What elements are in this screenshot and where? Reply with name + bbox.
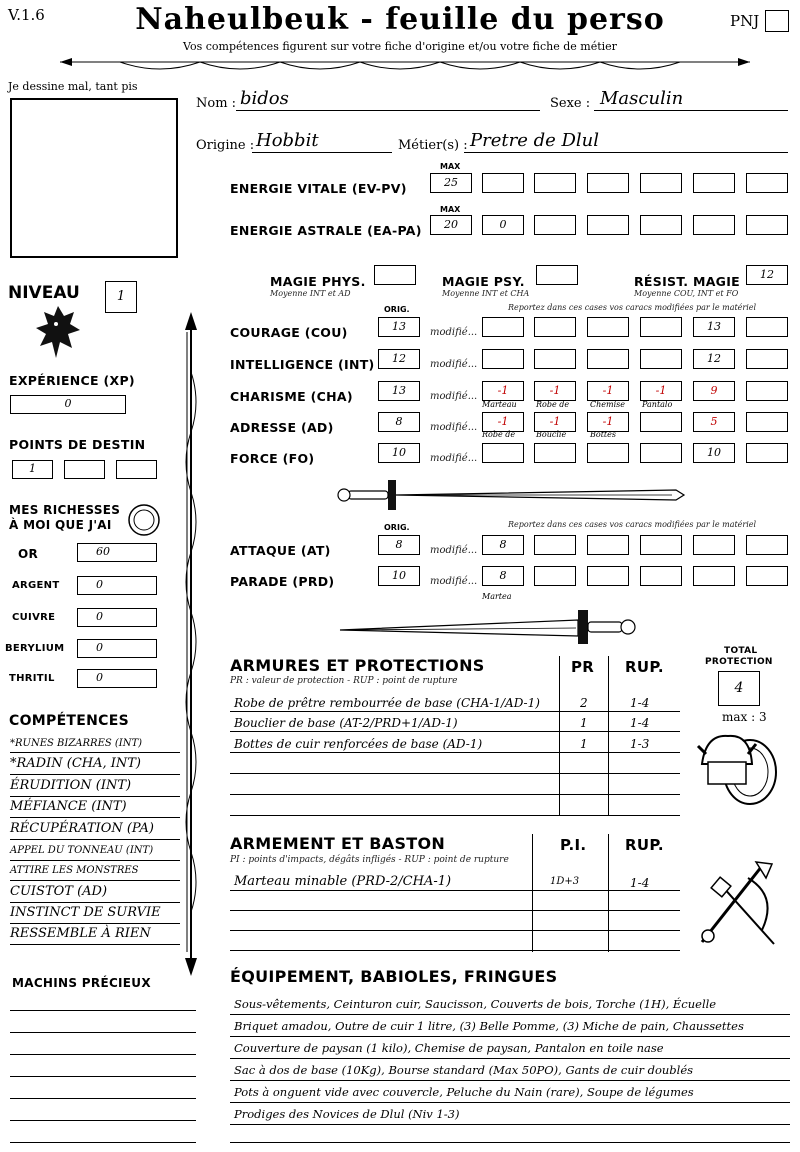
sexe-field[interactable]: Masculin: [600, 88, 684, 109]
ev-label: ENERGIE VITALE (EV-PV): [230, 181, 407, 196]
orig-label: ORIG.: [384, 305, 410, 314]
stat-mod-cha-6[interactable]: [746, 381, 788, 401]
stat-mod-ad-1[interactable]: -1: [482, 412, 524, 432]
pnj-checkbox[interactable]: [765, 10, 789, 32]
machins-title: MACHINS PRÉCIEUX: [12, 976, 151, 990]
stat-mod-cou-5[interactable]: 13: [693, 317, 735, 337]
combat-sub-prd: Martea: [482, 592, 512, 601]
stat-sub-cha-3: Chemise: [590, 400, 625, 409]
stat-mod-ad-4[interactable]: [640, 412, 682, 432]
stat-label-fo: FORCE (FO): [230, 451, 315, 466]
or-label: OR: [18, 547, 39, 561]
stat-sub-ad-3: Bottes: [590, 430, 616, 439]
stat-mod-cha-2[interactable]: -1: [534, 381, 576, 401]
sword-divider-icon: [338, 606, 638, 646]
modifie-label: modifié...: [430, 359, 478, 370]
berylium-field[interactable]: [77, 639, 157, 658]
destin-field-1[interactable]: [12, 460, 53, 479]
niveau-value: 1: [116, 289, 126, 304]
weapon-row-pi[interactable]: 1D+3: [550, 876, 580, 887]
modifie-label: modifié...: [430, 545, 478, 556]
stat-sub-cha-2: Robe de: [536, 400, 570, 409]
stat-label-cha: CHARISME (CHA): [230, 389, 353, 404]
resist-magie-field[interactable]: 12: [746, 265, 788, 285]
equipment-row[interactable]: Sac à dos de base (10Kg), Bourse standard (Max 50PO), Gants de cuir doublés: [234, 1063, 694, 1077]
machins-line[interactable]: [10, 1010, 196, 1011]
skill-item: RÉCUPÉRATION (PA): [10, 821, 154, 836]
combat-mod-prd-3[interactable]: [587, 566, 629, 586]
or-field[interactable]: [77, 543, 157, 562]
stat-sub-ad-1: Robe de: [482, 430, 516, 439]
stat-orig-fo[interactable]: 10: [378, 443, 420, 463]
total-protection-value: 4: [734, 680, 744, 696]
competences-title: COMPÉTENCES: [9, 713, 129, 729]
cuivre-label: CUIVRE: [12, 612, 56, 623]
equipment-line: [230, 1014, 790, 1015]
weapon-row-name[interactable]: Marteau minable (PRD-2/CHA-1): [234, 874, 452, 889]
skill-item: ATTIRE LES MONSTRES: [10, 865, 139, 876]
origine-label: Origine :: [196, 138, 255, 153]
stat-mod-fo-5[interactable]: 10: [693, 443, 735, 463]
armor-row-line: [230, 711, 680, 712]
armures-vline-2: [608, 656, 609, 816]
machins-line[interactable]: [10, 1054, 196, 1055]
niveau-field[interactable]: [105, 281, 137, 313]
total-protection-field[interactable]: [718, 671, 760, 706]
stat-orig-cha[interactable]: 13: [378, 381, 420, 401]
metier-underline: [464, 152, 788, 153]
argent-field[interactable]: [77, 576, 157, 595]
magie-psy-field[interactable]: [536, 265, 578, 285]
skill-item: RESSEMBLE À RIEN: [10, 926, 151, 941]
skill-underline: [10, 817, 180, 818]
stat-mod-cha-1[interactable]: -1: [482, 381, 524, 401]
combat-mod-prd-1[interactable]: 8: [482, 566, 524, 586]
armor-row-line: [230, 752, 680, 753]
combat-mod-at-5[interactable]: [693, 535, 735, 555]
portrait-caption: Je dessine mal, tant pis: [8, 80, 138, 93]
weapon-row-rup[interactable]: 1-4: [630, 876, 650, 890]
combat-mod-at-2[interactable]: [534, 535, 576, 555]
armor-row-pr[interactable]: 2: [580, 696, 588, 710]
or-value: 60: [96, 545, 110, 558]
richesses-label-2: À MOI QUE J'AI: [9, 518, 112, 532]
modifie-label: modifié...: [430, 391, 478, 402]
armement-col-pi: P.I.: [560, 836, 587, 854]
equipment-row[interactable]: Sous-vêtements, Ceinturon cuir, Saucisson, Couverts de bois, Torche (1H), Écuelle: [234, 997, 717, 1011]
combat-orig-label: ORIG.: [384, 523, 410, 532]
skill-item: *RADIN (CHA, INT): [10, 756, 142, 771]
ev-cell-5[interactable]: [693, 173, 735, 193]
skill-item: MÉFIANCE (INT): [10, 799, 127, 814]
stat-mod-fo-1[interactable]: [482, 443, 524, 463]
magie-phys-label: MAGIE PHYS.: [270, 274, 366, 289]
ev-cell-2[interactable]: [534, 173, 576, 193]
thritil-value: 0: [96, 671, 103, 684]
stat-mod-ad-6[interactable]: [746, 412, 788, 432]
armement-sub: PI : points d'impacts, dégâts infligés - RUP : point de rupture: [230, 855, 509, 865]
combat-orig-at[interactable]: 8: [378, 535, 420, 555]
armor-row-line: [230, 731, 680, 732]
equipement-title: ÉQUIPEMENT, BABIOLES, FRINGUES: [230, 967, 558, 986]
stat-mod-cha-5[interactable]: 9: [693, 381, 735, 401]
skill-item: ÉRUDITION (INT): [10, 778, 132, 793]
machins-line[interactable]: [10, 1098, 196, 1099]
combat-mod-prd-2[interactable]: [534, 566, 576, 586]
armor-row-line[interactable]: [230, 773, 680, 774]
destin-field-2[interactable]: [64, 460, 105, 479]
modifie-label: modifié...: [430, 576, 478, 587]
destin-value-1: 1: [29, 462, 36, 475]
metier-field[interactable]: Pretre de Dlul: [470, 130, 600, 151]
ev-cell-6[interactable]: [746, 173, 788, 193]
equipment-line: [230, 1102, 790, 1103]
ea-cell-6[interactable]: [746, 215, 788, 235]
ea-cell-5[interactable]: [693, 215, 735, 235]
origine-field[interactable]: Hobbit: [256, 130, 319, 151]
stat-label-cou: COURAGE (COU): [230, 325, 348, 340]
weapon-row-line[interactable]: [230, 930, 680, 931]
armor-row-rup[interactable]: 1-3: [630, 737, 650, 751]
ev-cell-4[interactable]: [640, 173, 682, 193]
stat-mod-cha-4[interactable]: -1: [640, 381, 682, 401]
total-protection-label-1: TOTAL: [724, 646, 758, 656]
combat-mod-prd-4[interactable]: [640, 566, 682, 586]
equipment-row[interactable]: Couverture de paysan (1 kilo), Chemise de paysan, Pantalon en toile nase: [234, 1041, 664, 1055]
skill-item: APPEL DU TONNEAU (INT): [10, 845, 154, 856]
armures-title: ARMURES ET PROTECTIONS: [230, 656, 485, 675]
armement-title: ARMEMENT ET BASTON: [230, 834, 446, 853]
origine-underline: [252, 152, 392, 153]
ev-cell-1[interactable]: [482, 173, 524, 193]
sexe-label: Sexe :: [550, 96, 591, 111]
stat-mod-cou-2[interactable]: [534, 317, 576, 337]
xp-field[interactable]: [10, 395, 126, 414]
combat-label-prd: PARADE (PRD): [230, 574, 335, 589]
skill-item: CUISTOT (AD): [10, 884, 108, 899]
sheet-title: Naheulbeuk - feuille du perso: [135, 2, 665, 37]
stat-label-ad: ADRESSE (AD): [230, 420, 334, 435]
skill-item: *RUNES BIZARRES (INT): [10, 738, 143, 749]
portrait-frame[interactable]: [10, 98, 178, 258]
nom-field[interactable]: bidos: [240, 88, 289, 109]
modifie-label: modifié...: [430, 453, 478, 464]
weapon-row-line[interactable]: [230, 910, 680, 911]
magie-psy-sub: Moyenne INT et CHA: [442, 289, 530, 298]
berylium-label: BERYLIUM: [5, 643, 65, 654]
armement-col-rup: RUP.: [625, 836, 664, 854]
berylium-value: 0: [96, 641, 103, 654]
armures-col-pr: PR: [571, 658, 595, 676]
armor-row-name[interactable]: Robe de prêtre rembourrée de base (CHA-1/AD-1): [234, 696, 540, 710]
armures-sub: PR : valeur de protection - RUP : point de rupture: [230, 676, 458, 686]
ea-cell-4[interactable]: [640, 215, 682, 235]
argent-label: ARGENT: [12, 580, 60, 591]
dragon-icon: [34, 302, 82, 362]
sheet-subtitle: Vos compétences figurent sur votre fiche d'origine et/ou votre fiche de métier: [183, 40, 617, 53]
stat-mod-fo-6[interactable]: [746, 443, 788, 463]
cuivre-field[interactable]: [77, 608, 157, 627]
stat-mod-fo-4[interactable]: [640, 443, 682, 463]
stat-mod-int-1[interactable]: [482, 349, 524, 369]
armement-vline-1: [532, 834, 533, 952]
coin-icon: [126, 502, 162, 538]
stat-mod-fo-3[interactable]: [587, 443, 629, 463]
sword-divider-icon: [336, 478, 686, 512]
staff-illustration: [176, 312, 206, 976]
combat-note: Reportez dans ces cases vos caracs modifiées par le matériel: [508, 520, 757, 529]
thritil-field[interactable]: [77, 669, 157, 688]
machins-line[interactable]: [10, 1076, 196, 1077]
thritil-label: THRITIL: [9, 673, 55, 684]
ea-cell-2[interactable]: [534, 215, 576, 235]
skill-underline: [10, 944, 180, 945]
combat-mod-at-3[interactable]: [587, 535, 629, 555]
niveau-label: NIVEAU: [8, 283, 80, 303]
stat-orig-ad[interactable]: 8: [378, 412, 420, 432]
nom-underline: [236, 110, 540, 111]
stat-label-int: INTELLIGENCE (INT): [230, 357, 375, 372]
skill-underline: [10, 902, 180, 903]
weapon-row-line[interactable]: [230, 950, 680, 951]
stat-mod-int-6[interactable]: [746, 349, 788, 369]
combat-mod-prd-6[interactable]: [746, 566, 788, 586]
skill-underline: [10, 752, 180, 753]
ea-current-field[interactable]: 0: [482, 215, 524, 235]
stat-mod-ad-2[interactable]: -1: [534, 412, 576, 432]
stat-orig-int[interactable]: 12: [378, 349, 420, 369]
machins-line[interactable]: [10, 1032, 196, 1033]
xp-label: EXPÉRIENCE (XP): [9, 373, 135, 388]
weapon-row-line: [230, 890, 680, 891]
cuivre-value: 0: [96, 610, 103, 623]
equipment-row[interactable]: Prodiges des Novices de Dlul (Niv 1-3): [234, 1107, 460, 1121]
magie-psy-label: MAGIE PSY.: [442, 274, 525, 289]
total-protection-label-2: PROTECTION: [705, 657, 773, 667]
ev-cell-3[interactable]: [587, 173, 629, 193]
stat-mod-cou-4[interactable]: [640, 317, 682, 337]
combat-mod-prd-5[interactable]: [693, 566, 735, 586]
equipment-line: [230, 1080, 790, 1081]
combat-mod-at-6[interactable]: [746, 535, 788, 555]
armement-vline-2: [608, 834, 609, 952]
armures-col-rup: RUP.: [625, 658, 664, 676]
skill-underline: [10, 923, 180, 924]
skill-underline: [10, 839, 180, 840]
machins-line[interactable]: [10, 1142, 196, 1143]
ea-max-label: MAX: [440, 205, 461, 214]
skill-item: INSTINCT DE SURVIE: [10, 905, 161, 920]
xp-value: 0: [64, 397, 72, 410]
weapons-icon: [692, 856, 788, 952]
stat-mod-cou-3[interactable]: [587, 317, 629, 337]
stat-orig-cou[interactable]: 13: [378, 317, 420, 337]
magie-phys-field[interactable]: [374, 265, 416, 285]
resist-magie-sub: Moyenne COU, INT et FO: [634, 289, 739, 298]
stat-mod-cou-6[interactable]: [746, 317, 788, 337]
stat-mod-cha-3[interactable]: -1: [587, 381, 629, 401]
stat-mod-int-3[interactable]: [587, 349, 629, 369]
helmet-shield-icon: [694, 724, 784, 810]
stat-mod-cou-1[interactable]: [482, 317, 524, 337]
stat-sub-cha-4: Pantalo: [642, 400, 673, 409]
armor-row-rup[interactable]: 1-4: [630, 696, 650, 710]
sexe-underline: [594, 110, 788, 111]
skill-underline: [10, 860, 180, 861]
equipment-line: [230, 1036, 790, 1037]
machins-line[interactable]: [10, 1120, 196, 1121]
stat-mod-int-4[interactable]: [640, 349, 682, 369]
version-label: V.1.6: [8, 6, 45, 24]
armor-row-line[interactable]: [230, 794, 680, 795]
stat-mod-ad-5[interactable]: 5: [693, 412, 735, 432]
pnj-label: PNJ: [730, 12, 760, 30]
ornament-divider: [60, 54, 750, 76]
stat-mod-int-2[interactable]: [534, 349, 576, 369]
stat-mod-int-5[interactable]: 12: [693, 349, 735, 369]
ev-max-field[interactable]: 25: [430, 173, 472, 193]
equipment-line[interactable]: [230, 1142, 790, 1143]
equipment-row[interactable]: Pots à onguent vide avec couvercle, Peluche du Nain (rare), Soupe de légumes: [234, 1085, 694, 1099]
argent-value: 0: [96, 578, 103, 591]
stat-mod-fo-2[interactable]: [534, 443, 576, 463]
equipment-line: [230, 1058, 790, 1059]
armor-row-rup[interactable]: 1-4: [630, 716, 650, 730]
stats-note: Reportez dans ces cases vos caracs modifiées par le matériel: [508, 303, 757, 312]
combat-mod-at-4[interactable]: [640, 535, 682, 555]
armor-row-line[interactable]: [230, 815, 680, 816]
armor-row-pr[interactable]: 1: [580, 737, 588, 751]
skill-underline: [10, 880, 180, 881]
modifie-label: modifié...: [430, 327, 478, 338]
armures-vline-1: [559, 656, 560, 816]
ev-max-label: MAX: [440, 162, 461, 171]
equipment-line: [230, 1124, 790, 1125]
resist-magie-label: RÉSIST. MAGIE: [634, 274, 741, 289]
modifie-label: modifié...: [430, 422, 478, 433]
combat-mod-at-1[interactable]: 8: [482, 535, 524, 555]
nom-label: Nom :: [196, 96, 237, 111]
ea-label: ENERGIE ASTRALE (EA-PA): [230, 223, 422, 238]
stat-sub-ad-2: Bouclie: [536, 430, 567, 439]
destin-field-3[interactable]: [116, 460, 157, 479]
armor-row-name[interactable]: Bottes de cuir renforcées de base (AD-1): [234, 737, 483, 751]
armor-row-name[interactable]: Bouclier de base (AT-2/PRD+1/AD-1): [234, 716, 458, 730]
richesses-label-1: MES RICHESSES: [9, 503, 121, 517]
metier-label: Métier(s) :: [398, 138, 468, 153]
magie-phys-sub: Moyenne INT et AD: [270, 289, 351, 298]
stat-sub-cha-1: Marteau: [482, 400, 517, 409]
skill-underline: [10, 774, 180, 775]
combat-orig-prd[interactable]: 10: [378, 566, 420, 586]
stat-mod-ad-3[interactable]: -1: [587, 412, 629, 432]
skill-underline: [10, 796, 180, 797]
ea-cell-3[interactable]: [587, 215, 629, 235]
equipment-row[interactable]: Briquet amadou, Outre de cuir 1 litre, (3) Belle Pomme, (3) Miche de pain, Chaussettes: [234, 1019, 744, 1033]
ea-max-field[interactable]: 20: [430, 215, 472, 235]
max-protection-label: max : 3: [722, 710, 767, 724]
armor-row-pr[interactable]: 1: [580, 716, 588, 730]
destin-label: POINTS DE DESTIN: [9, 437, 146, 452]
combat-label-at: ATTAQUE (AT): [230, 543, 331, 558]
